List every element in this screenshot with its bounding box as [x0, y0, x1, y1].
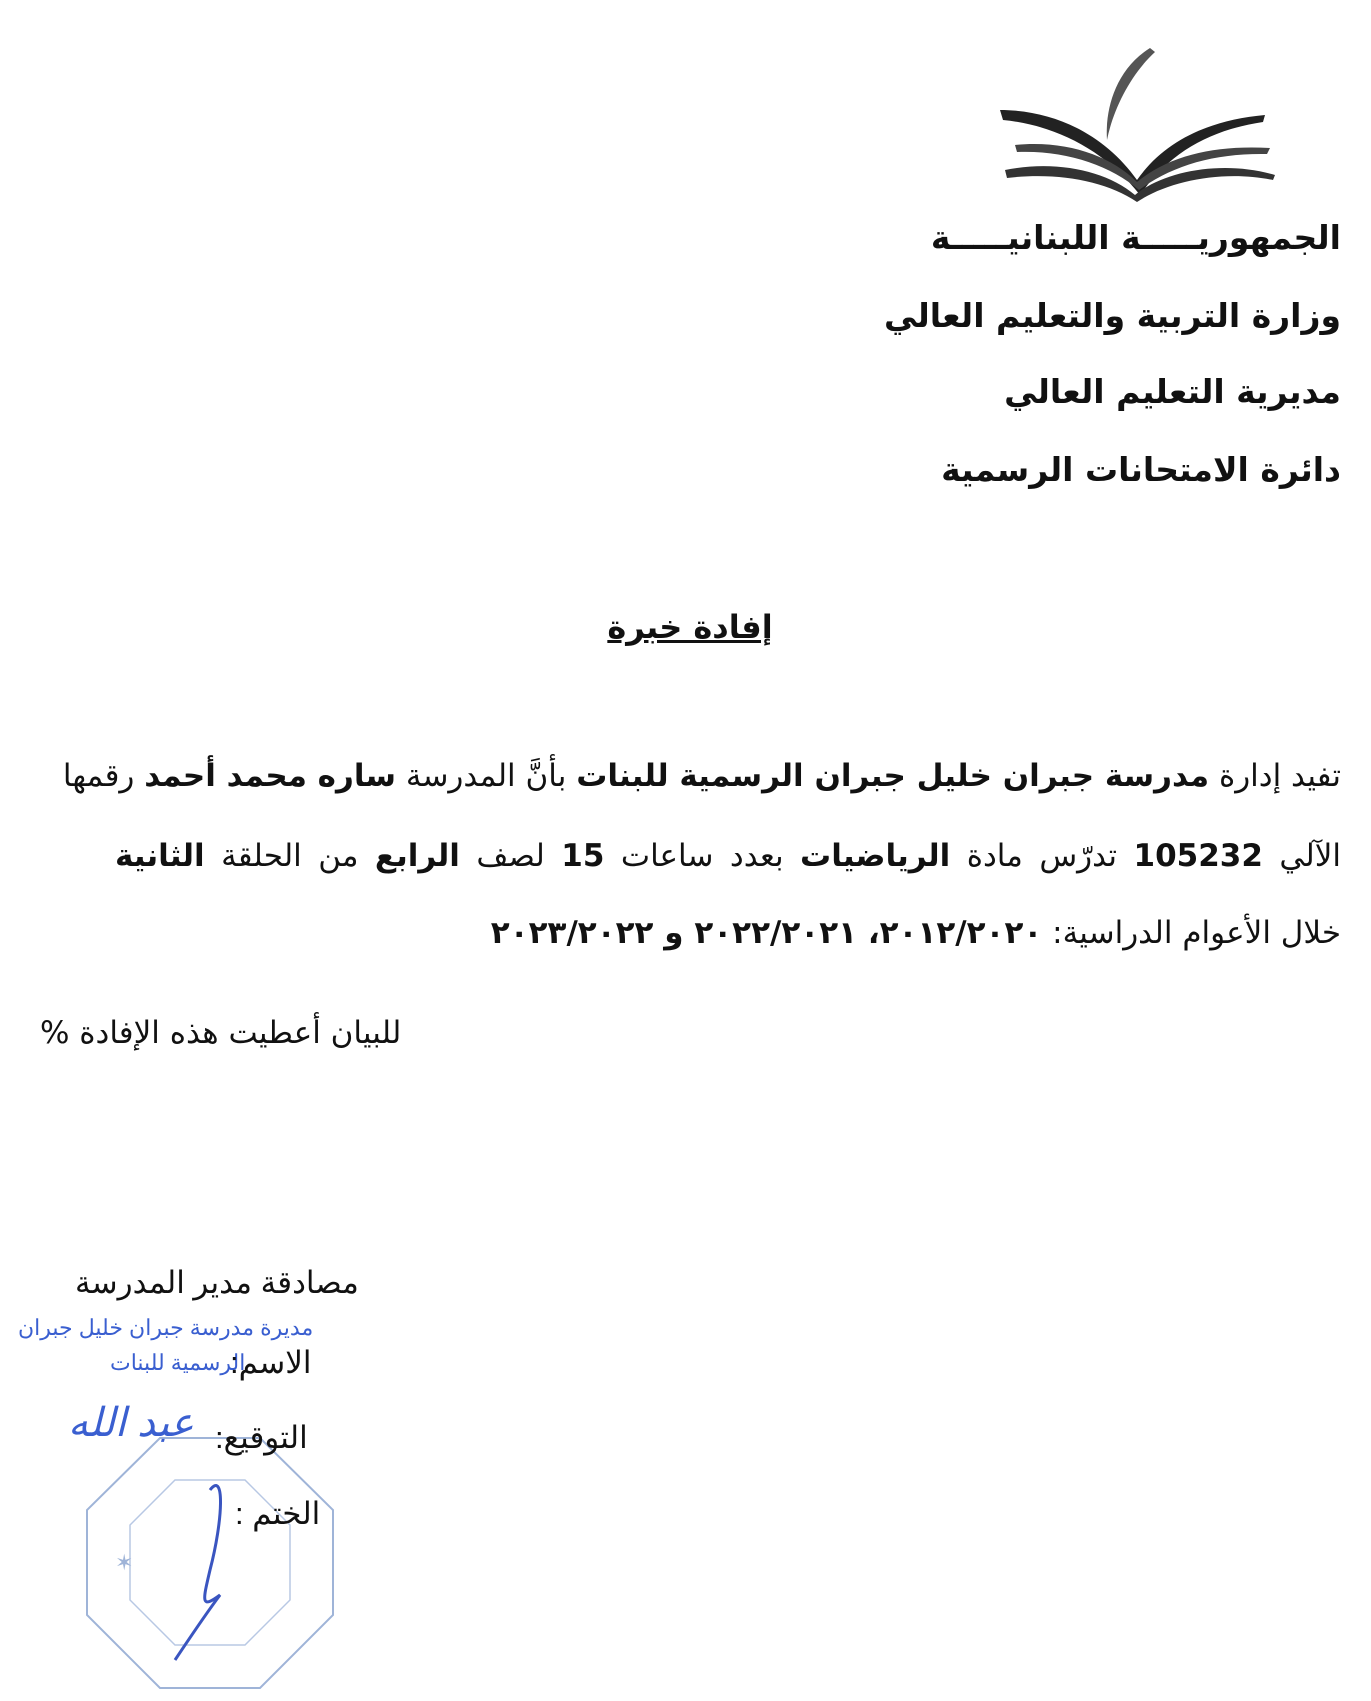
text: من الحلقة	[204, 838, 375, 874]
stamp-line-2: الرسمية للبنات	[110, 1350, 246, 1375]
text: بعدد ساعات	[604, 838, 801, 874]
closing-line: للبيان أعطيت هذه الإفادة %	[40, 1015, 402, 1051]
hours: 15	[561, 838, 605, 874]
body-line-1	[62, 758, 1341, 794]
grade: الرابع	[374, 838, 460, 874]
document-title: إفادة خبرة	[607, 608, 773, 646]
text: رقمها	[62, 758, 145, 794]
svg-text:✶: ✶	[115, 1551, 134, 1576]
name-label: الاسم:	[230, 1345, 312, 1380]
subject: الرياضيات	[800, 838, 951, 874]
approval-heading: مصادقة مدير المدرسة	[75, 1265, 359, 1300]
text: لصف	[459, 838, 562, 874]
text: تفيد إدارة	[1209, 758, 1341, 794]
teacher-name: ساره محمد أحمد	[144, 758, 396, 794]
school-years: ٢٠١٢/٢٠٢٠، ٢٠٢٢/٢٠٢١ و ٢٠٢٣/٢٠٢٢	[490, 915, 1043, 951]
official-seal	[75, 1430, 345, 1700]
header-republic: الجمهوريـــــة اللبنانيـــــة	[930, 218, 1341, 257]
handwritten-name: عبد الله	[68, 1401, 195, 1445]
book-and-quill-logo	[995, 40, 1280, 210]
header-ministry: وزارة التربية والتعليم العالي	[884, 296, 1341, 335]
school-name: مدرسة جبران خليل جبران الرسمية للبنات	[576, 758, 1210, 794]
teacher-number: 105232	[1133, 838, 1263, 874]
body-line-2	[115, 838, 1341, 874]
seal-label: الختم :	[235, 1496, 321, 1531]
text: الآلي	[1262, 838, 1341, 874]
text: خلال الأعوام الدراسية:	[1042, 915, 1341, 951]
header-department: دائرة الامتحانات الرسمية	[941, 450, 1341, 489]
stamp-line-1: مديرة مدرسة جبران خليل جبران	[18, 1315, 314, 1340]
header-directorate: مديرية التعليم العالي	[1004, 372, 1341, 411]
text: تدرّس مادة	[950, 838, 1134, 874]
text: بأنَّ المدرسة	[395, 758, 577, 794]
cycle: الثانية	[115, 838, 205, 874]
body-line-3	[491, 915, 1341, 951]
signature-label: التوقيع:	[215, 1420, 308, 1455]
